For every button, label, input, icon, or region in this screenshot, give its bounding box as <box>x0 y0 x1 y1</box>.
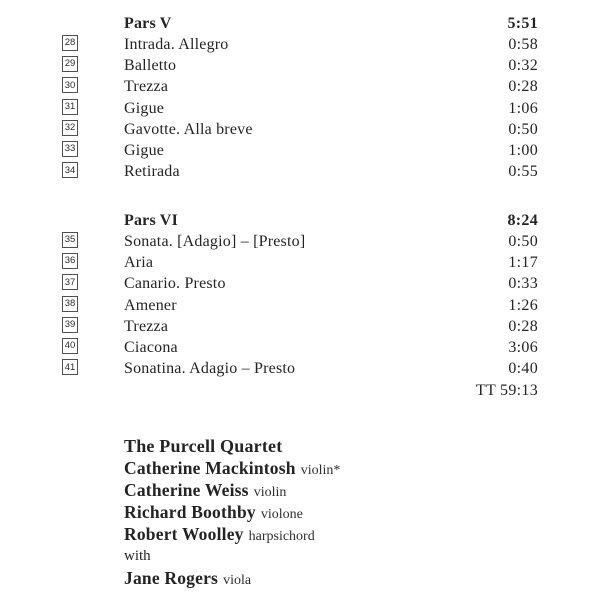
track-number: 41 <box>64 361 76 373</box>
track-time: 1:17 <box>508 254 538 272</box>
member-name: Catherine Weiss <box>124 480 249 500</box>
track-title: Sonata. [Adagio] – [Presto] <box>124 232 306 250</box>
section-duration: 5:51 <box>507 14 538 32</box>
track-title: Canario. Presto <box>124 275 226 293</box>
track-row <box>62 98 538 119</box>
track-number: 28 <box>64 37 76 49</box>
track-number-box <box>62 359 78 375</box>
track-time: 0:55 <box>508 163 538 181</box>
section-pars-v <box>62 13 538 183</box>
track-title: Sonatina. Adagio – Presto <box>124 360 296 378</box>
track-row <box>62 34 538 55</box>
track-time: 0:58 <box>508 35 538 53</box>
total-time-row <box>62 380 538 401</box>
section-title: Pars V <box>124 14 172 32</box>
member-line <box>124 479 340 501</box>
track-number-box <box>62 56 78 72</box>
total-time: TT 59:13 <box>475 381 538 399</box>
track-number-box <box>62 120 78 136</box>
track-time: 0:50 <box>508 232 538 250</box>
track-number-box <box>62 35 78 51</box>
track-title: Gigue <box>124 99 165 117</box>
track-row <box>62 274 538 295</box>
track-row <box>62 56 538 77</box>
track-number: 33 <box>64 143 76 155</box>
member-name: Richard Boothby <box>124 502 256 522</box>
member-name: Jane Rogers <box>124 568 219 588</box>
member-line <box>124 523 340 545</box>
track-row <box>62 253 538 274</box>
member-name: Robert Woolley <box>124 524 244 544</box>
track-number-box <box>62 232 78 248</box>
track-time: 0:33 <box>508 275 538 293</box>
track-row <box>62 359 538 380</box>
credits-block <box>124 435 340 589</box>
track-number: 36 <box>64 255 76 267</box>
guest-line <box>124 567 340 589</box>
track-number-box <box>62 77 78 93</box>
member-instrument: harpsichord <box>248 529 315 544</box>
member-instrument: violin* <box>300 463 341 478</box>
track-row <box>62 338 538 359</box>
section-header-row <box>62 13 538 34</box>
track-number: 35 <box>64 234 76 246</box>
member-instrument: viola <box>223 573 252 588</box>
track-title: Ciacona <box>124 339 178 357</box>
track-row <box>62 162 538 183</box>
track-title: Trezza <box>124 78 169 96</box>
track-number-box <box>62 317 78 333</box>
track-number: 40 <box>64 340 76 352</box>
track-time: 3:06 <box>508 339 538 357</box>
with-label: with <box>124 548 151 564</box>
track-number-box <box>62 253 78 269</box>
track-title: Gigue <box>124 142 165 160</box>
section-title: Pars VI <box>124 211 178 229</box>
track-title: Trezza <box>124 317 169 335</box>
track-time: 1:06 <box>508 99 538 117</box>
track-number-box <box>62 141 78 157</box>
track-number: 29 <box>64 58 76 70</box>
track-time: 0:32 <box>508 57 538 75</box>
track-number-box <box>62 296 78 312</box>
track-number-box <box>62 274 78 290</box>
section-duration: 8:24 <box>507 211 538 229</box>
member-instrument: violin <box>253 485 287 500</box>
track-row <box>62 231 538 252</box>
track-number: 37 <box>64 276 76 288</box>
track-title: Amener <box>124 296 177 314</box>
member-line <box>124 457 340 479</box>
track-number: 39 <box>64 319 76 331</box>
track-title: Balletto <box>124 57 177 75</box>
ensemble-name: The Purcell Quartet <box>124 436 283 456</box>
track-time: 0:40 <box>508 360 538 378</box>
section-header-row <box>62 210 538 231</box>
member-name: Catherine Mackintosh <box>124 458 296 478</box>
track-title: Gavotte. Alla breve <box>124 120 253 138</box>
track-title: Aria <box>124 254 154 272</box>
track-row <box>62 119 538 140</box>
track-time: 1:26 <box>508 296 538 314</box>
track-time: 0:28 <box>508 78 538 96</box>
track-number-box <box>62 162 78 178</box>
section-pars-vi <box>62 210 538 380</box>
track-number-box <box>62 99 78 115</box>
track-number: 38 <box>64 297 76 309</box>
track-number: 31 <box>64 100 76 112</box>
track-row <box>62 77 538 98</box>
track-time: 0:50 <box>508 120 538 138</box>
track-row <box>62 295 538 316</box>
track-number: 30 <box>64 79 76 91</box>
track-number: 32 <box>64 122 76 134</box>
member-instrument: violone <box>260 507 303 522</box>
track-number-box <box>62 338 78 354</box>
track-title: Intrada. Allegro <box>124 35 229 53</box>
track-time: 0:28 <box>508 317 538 335</box>
track-time: 1:00 <box>508 142 538 160</box>
member-line <box>124 501 340 523</box>
tracklist <box>62 13 538 401</box>
track-number: 34 <box>64 164 76 176</box>
track-row <box>62 316 538 337</box>
track-row <box>62 141 538 162</box>
track-title: Retirada <box>124 163 180 181</box>
